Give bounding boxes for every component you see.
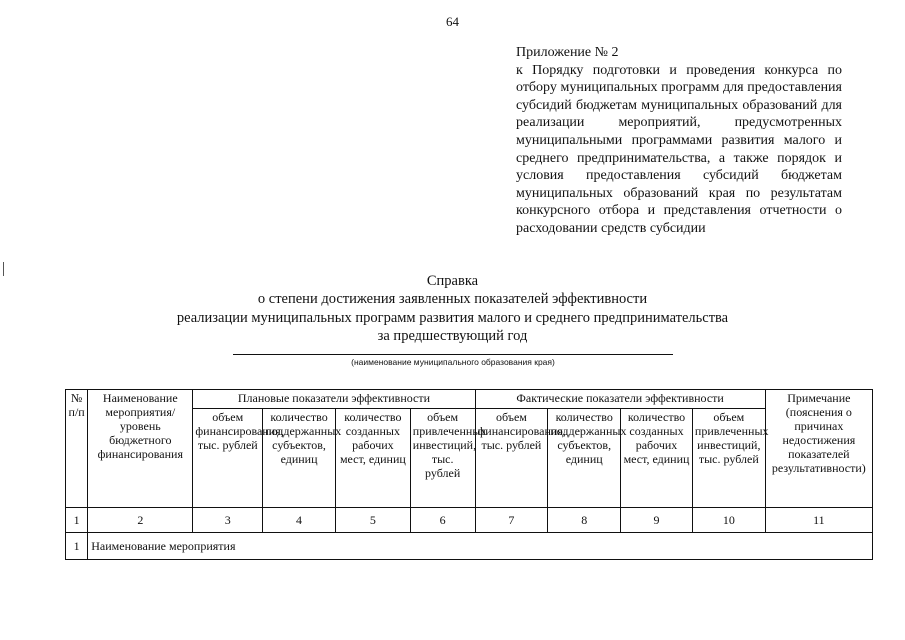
header-actual-group: Фактические показатели эффективности (475, 390, 765, 409)
column-number: 10 (692, 508, 765, 533)
indicators-table (65, 389, 873, 560)
appendix-title: Приложение № 2 (516, 45, 619, 60)
column-number: 3 (193, 508, 263, 533)
row-activity-label: Наименование мероприятия (88, 533, 873, 560)
table-header-row-1 (66, 390, 873, 409)
header-planned-group: Плановые показатели эффективности (193, 390, 475, 409)
header-actual-jobs: количество созданных рабочих мест, единиц (621, 409, 693, 508)
page-number: 64 (446, 14, 459, 29)
column-number: 9 (621, 508, 693, 533)
column-number: 6 (410, 508, 475, 533)
header-planned-subjects: количество поддержанных субъектов, единиц (263, 409, 336, 508)
header-actual-investments: объем привлеченных инвестиций, тыс. рублей (692, 409, 765, 508)
column-number-row (66, 508, 873, 533)
column-number: 2 (88, 508, 193, 533)
report-subtitle-3: за предшествующий год (377, 328, 528, 345)
row-number: 1 (66, 533, 88, 560)
report-title: Справка (426, 273, 479, 289)
table-row (66, 533, 873, 560)
header-number: № п/п (66, 390, 88, 508)
header-note: Примечание (пояснения о причинах недостижения показателей результативности) (765, 390, 872, 508)
header-planned-jobs: количество созданных рабочих мест, единиц (335, 409, 410, 508)
header-actual-subjects: количество поддержанных субъектов, единиц (548, 409, 621, 508)
column-number: 8 (548, 508, 621, 533)
report-heading (0, 272, 905, 346)
column-number: 5 (335, 508, 410, 533)
header-planned-investments: объем привлеченных инвестиций, тыс. рублей (410, 409, 475, 508)
header-planned-financing: объем финансирования, тыс. рублей (193, 409, 263, 508)
header-activity-name: Наименование мероприятия/уровень бюджетного финансирования (88, 390, 193, 508)
column-number: 4 (263, 508, 336, 533)
report-subtitle-2: реализации муниципальных программ развития малого и среднего предпринимательства (176, 309, 729, 326)
column-number: 7 (475, 508, 548, 533)
municipality-fill-line (233, 354, 673, 355)
header-actual-financing: объем финансирования, тыс. рублей (475, 409, 548, 508)
appendix-block (516, 44, 842, 238)
municipality-caption: (наименование муниципального образования края) (351, 357, 555, 367)
report-subtitle-1: о степени достижения заявленных показателей эффективности (257, 291, 648, 308)
column-number: 1 (66, 508, 88, 533)
column-number: 11 (765, 508, 872, 533)
appendix-body: к Порядку подготовки и проведения конкурса по отбору муниципальных программ для предоставления субсидий бюджетам муниципальных образований для реализации мероприятий, предусмотренных муниципальными программами развития малого и среднего предпринимательства, а также порядок и условия предоставления субсидий бюджетам муниципальных образований края по результатам конкурсного отбора и представления отчетности о расходовании средств субсидии (516, 62, 842, 236)
